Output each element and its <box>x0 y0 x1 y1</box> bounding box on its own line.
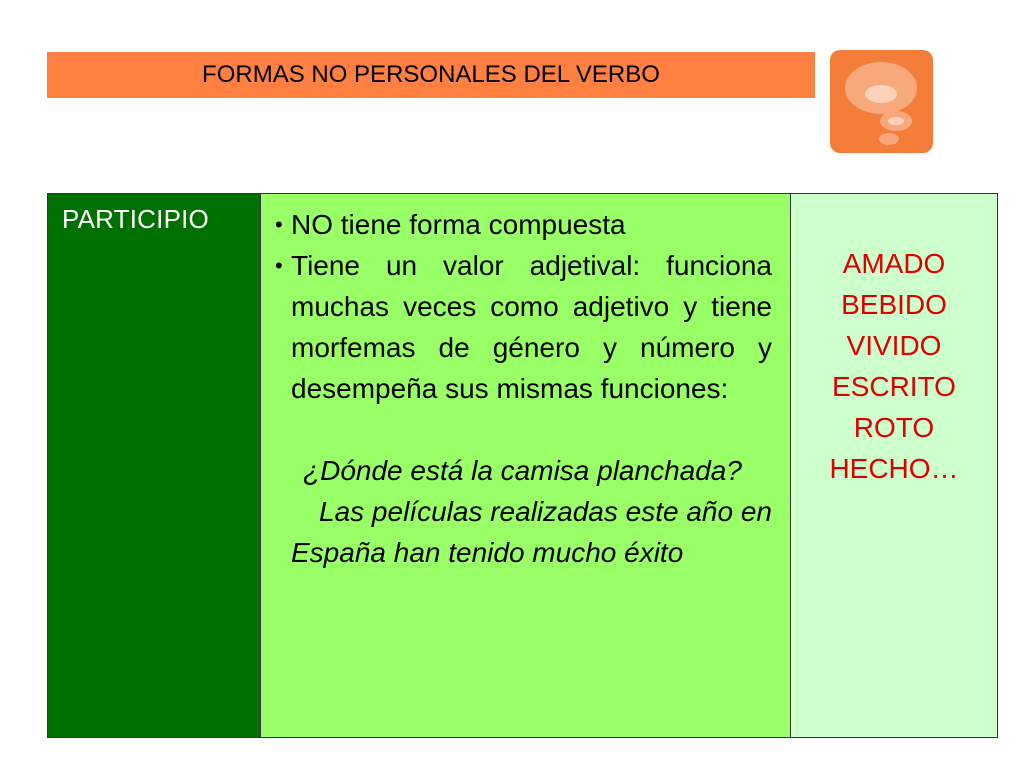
description-cell <box>261 194 791 737</box>
participle-item: AMADO <box>842 248 946 279</box>
participle-item: HECHO… <box>829 453 959 484</box>
bullet-list <box>275 204 772 409</box>
list-item: • NO tiene forma compuesta <box>275 204 772 245</box>
participle-item: VIVIDO <box>846 330 942 361</box>
heading-cell <box>48 194 261 737</box>
example-sentence: Las películas realizadas este año en España han tenido mucho éxito <box>291 496 772 568</box>
participle-item: ROTO <box>853 412 935 443</box>
bullet-icon: • <box>275 253 283 278</box>
content-table <box>47 193 998 738</box>
participle-item: BEBIDO <box>841 289 947 320</box>
heading-label: PARTICIPIO <box>62 204 209 234</box>
speech-bubble-icon <box>830 50 933 153</box>
slide-title: FORMAS NO PERSONALES DEL VERBO <box>47 52 815 98</box>
participle-item: ESCRITO <box>832 371 956 402</box>
example-sentence: ¿Dónde está la camisa planchada? <box>303 455 742 486</box>
spacer <box>275 409 772 450</box>
bullet-icon: • <box>275 212 283 237</box>
participles-cell <box>791 194 997 737</box>
list-item: • Tiene un valor adjetival: funciona muchas veces como adjetivo y tiene morfemas de género y número y desempeña sus mismas funciones: <box>275 245 772 409</box>
